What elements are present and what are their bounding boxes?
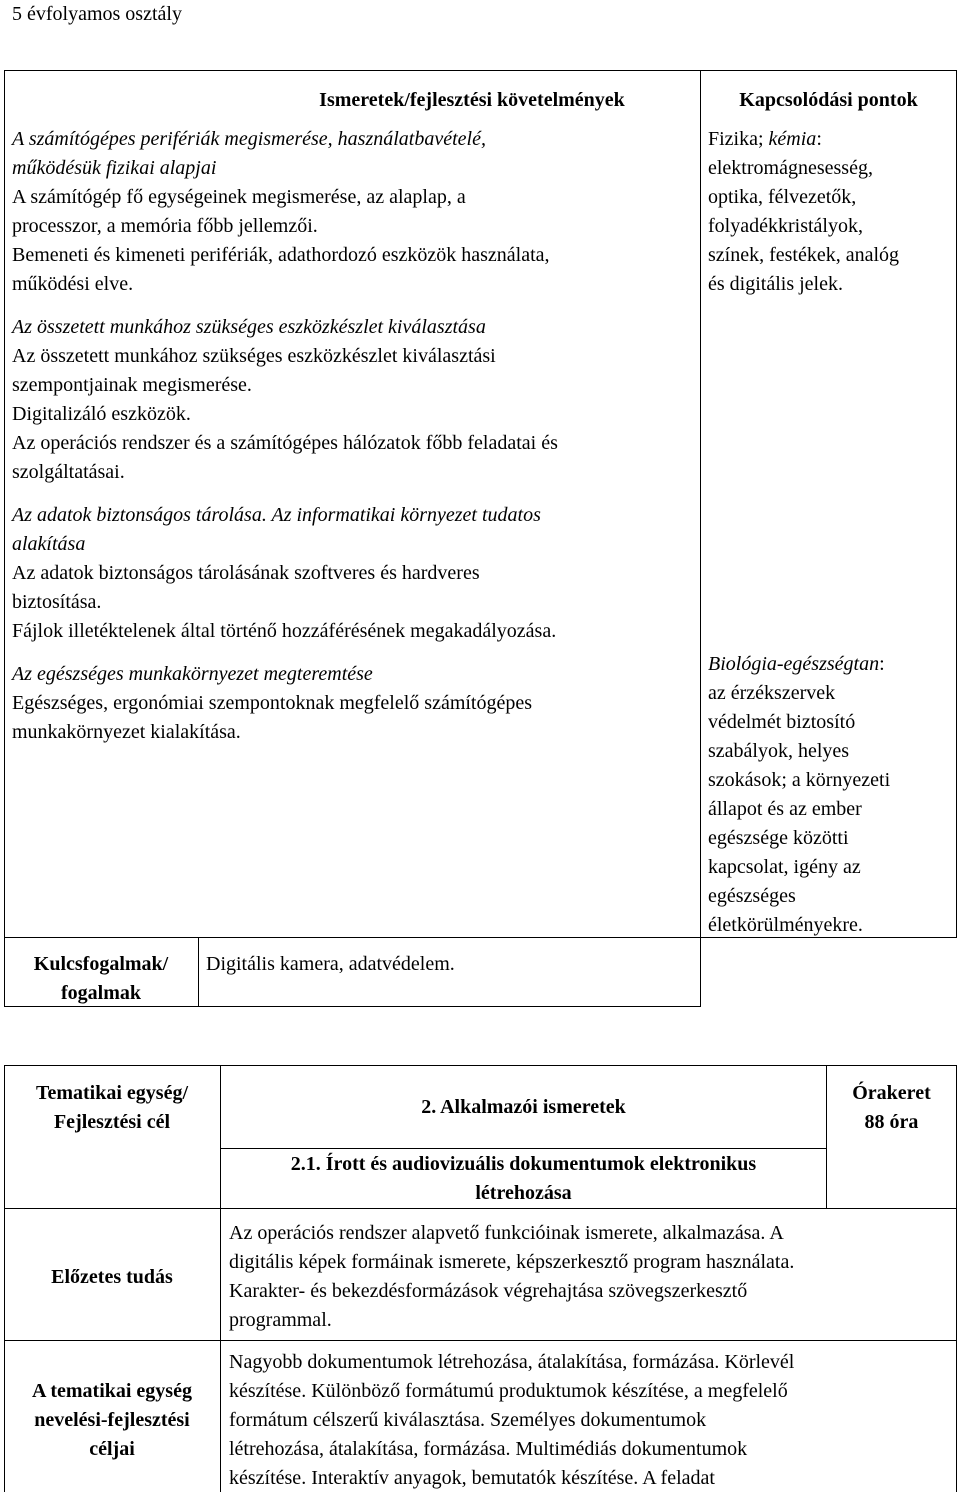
- prior-knowledge-content: [229, 1219, 951, 1335]
- connection-line: védelmét biztosító: [708, 711, 856, 733]
- development-goal-line: készítése. Különböző formátumú produktumok készítése, a megfelelő: [229, 1380, 788, 1402]
- requirement-block-ergonomics: [12, 660, 698, 747]
- prior-knowledge-line: programmal.: [229, 1309, 332, 1331]
- requirement-heading: működésük fizikai alapjai: [12, 157, 217, 179]
- connection-line: kapcsolat, igény az: [708, 856, 861, 878]
- requirement-block-data-security: [12, 501, 698, 646]
- requirement-line: munkakörnyezet kialakítása.: [12, 721, 241, 743]
- subunit-title: 2.1. Írott és audiovizuális dokumentumok elektronikus létrehozása: [290, 1153, 757, 1204]
- requirement-line: Az operációs rendszer és a számítógépes hálózatok főbb feladatai és: [12, 432, 558, 454]
- requirement-line: biztosítása.: [12, 591, 102, 613]
- connection-line: elektromágnesesség,: [708, 157, 873, 179]
- development-goals-label: A tematikai egység nevelési-fejlesztési céljai: [32, 1380, 192, 1460]
- prior-knowledge-line: Karakter- és bekezdésformázások végrehajtása szövegszerkesztő: [229, 1280, 748, 1302]
- prior-knowledge-line: Az operációs rendszer alapvető funkcióinak ismerete, alkalmazása. A: [229, 1222, 784, 1244]
- requirement-heading: alakítása: [12, 533, 86, 555]
- connection-line: és digitális jelek.: [708, 273, 843, 295]
- connection-line: optika, félvezetők,: [708, 186, 857, 208]
- table1-border-top: [4, 70, 957, 71]
- connection-line: állapot és az ember: [708, 798, 862, 820]
- requirement-block-toolkit: [12, 313, 698, 487]
- requirement-line: processzor, a memória főbb jellemzői.: [12, 215, 318, 237]
- hours-frame-value: 88 óra: [864, 1111, 919, 1133]
- connection-line: folyadékkristályok,: [708, 215, 863, 237]
- requirement-line: Digitalizáló eszközök.: [12, 403, 191, 425]
- col-header-requirements: Ismeretek/fejlesztési követelmények: [319, 89, 625, 111]
- requirement-line: Egészséges, ergonómiai szempontoknak megfelelő számítógépes: [12, 692, 533, 714]
- connection-line: szokások; a környezeti: [708, 769, 891, 791]
- development-goal-line: formátum célszerű kiválasztása. Személyes dokumentumok: [229, 1409, 707, 1431]
- requirement-heading: Az adatok biztonságos tárolása. Az informatikai környezet tudatos: [12, 504, 541, 526]
- table2-border-top: [4, 1065, 957, 1066]
- requirement-line: szolgáltatásai.: [12, 461, 125, 483]
- connections-physics: [708, 125, 954, 299]
- col-header-connections: Kapcsolódási pontok: [739, 89, 918, 111]
- table2-row-divider-1: [4, 1208, 957, 1209]
- table2-row-divider-2: [4, 1340, 957, 1341]
- table2-label-divider: [220, 1065, 221, 1492]
- development-goal-line: Nagyobb dokumentumok létrehozása, átalakítása, formázása. Körlevél: [229, 1351, 795, 1373]
- requirement-heading: Az összetett munkához szükséges eszközkészlet kiválasztása: [12, 316, 486, 338]
- development-goal-line: készítése. Interaktív anyagok, bemutatók készítése. A feladat: [229, 1467, 715, 1489]
- hours-frame: [827, 1079, 956, 1137]
- thematic-unit-label: Tematikai egység/ Fejlesztési cél: [35, 1082, 189, 1133]
- page-title: 5 évfolyamos osztály: [12, 3, 182, 25]
- requirement-line: Fájlok illetéktelenek által történő hozzáférésének megakadályozása.: [12, 620, 557, 642]
- table2-border-right: [956, 1065, 957, 1492]
- requirement-line: Az összetett munkához szükséges eszközkészlet kiválasztási: [12, 345, 496, 367]
- table1-divider-mid: [700, 70, 701, 1007]
- connection-subjects: Biológia-egészségtan:: [708, 653, 885, 675]
- hours-frame-label: Órakeret: [852, 1082, 931, 1104]
- connection-line: szabályok, helyes: [708, 740, 850, 762]
- connections-biology: [708, 650, 954, 940]
- requirement-line: működési elve.: [12, 273, 134, 295]
- requirement-line: A számítógép fő egységeinek megismerése, az alaplap, a: [12, 186, 466, 208]
- connection-line: az érzékszervek: [708, 682, 836, 704]
- requirement-line: szempontjainak megismerése.: [12, 374, 252, 396]
- table1-border-left: [4, 70, 5, 1007]
- key-concepts-value: Digitális kamera, adatvédelem.: [206, 953, 455, 975]
- requirement-line: Az adatok biztonságos tárolásának szoftveres és hardveres: [12, 562, 480, 584]
- connection-subjects: Fizika; kémia:: [708, 128, 822, 150]
- table1-divider-kulcs-left: [198, 937, 199, 1007]
- requirement-line: Bemeneti és kimeneti perifériák, adathordozó eszközök használata,: [12, 244, 550, 266]
- requirements-content: [12, 125, 698, 761]
- key-concepts-label: Kulcsfogalmak/ fogalmak: [33, 953, 169, 1004]
- prior-knowledge-label: Előzetes tudás: [51, 1266, 173, 1288]
- connection-line: életkörülményekre.: [708, 914, 863, 936]
- requirement-heading: Az egészséges munkakörnyezet megteremtése: [12, 663, 373, 685]
- prior-knowledge-line: digitális képek formáinak ismerete, képszerkesztő program használata.: [229, 1251, 795, 1273]
- development-goals-content: [229, 1348, 951, 1493]
- unit-title: 2. Alkalmazói ismeretek: [421, 1096, 626, 1118]
- development-goal-line: létrehozása, átalakítása, formázása. Multimédiás dokumentumok: [229, 1438, 748, 1460]
- requirement-block-peripherals: [12, 125, 698, 299]
- connection-line: egészséges: [708, 885, 796, 907]
- connection-line: színek, festékek, analóg: [708, 244, 900, 266]
- table1-border-right: [956, 70, 957, 937]
- table2-subunit-divider: [220, 1148, 826, 1149]
- requirement-heading: A számítógépes perifériák megismerése, használatbavételé,: [12, 128, 486, 150]
- connection-line: egészsége közötti: [708, 827, 849, 849]
